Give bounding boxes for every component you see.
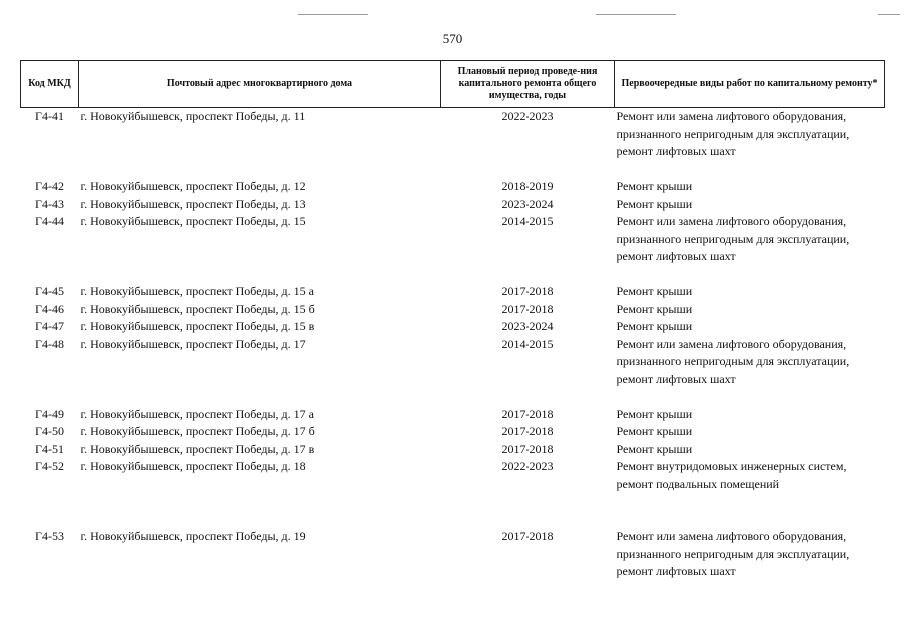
address-cell: г. Новокуйбышевск, проспект Победы, д. 12 xyxy=(80,179,306,193)
scan-artifact xyxy=(878,14,900,15)
scan-artifact xyxy=(298,14,368,15)
table-row xyxy=(21,423,885,441)
work-line: признанного непригодным для эксплуатации, xyxy=(616,126,850,141)
works-cell xyxy=(615,406,885,424)
table-row xyxy=(21,301,885,319)
works-cell xyxy=(615,178,885,196)
address-cell: г. Новокуйбышевск, проспект Победы, д. 15 xyxy=(80,214,306,228)
table-row xyxy=(21,528,885,598)
address-cell: г. Новокуйбышевск, проспект Победы, д. 17 в xyxy=(80,441,315,456)
work-line: ремонт лифтовых шахт xyxy=(616,249,736,263)
address-cell: г. Новокуйбышевск, проспект Победы, д. 11 xyxy=(80,109,306,123)
table-row xyxy=(21,441,885,459)
address-cell: г. Новокуйбышевск, проспект Победы, д. 13 xyxy=(80,196,306,211)
mkd-code-cell: Г4-48 xyxy=(35,336,64,351)
address-cell: г. Новокуйбышевск, проспект Победы, д. 15 в xyxy=(80,319,315,333)
table-row xyxy=(21,283,885,301)
period-cell: 2014-2015 xyxy=(501,336,554,351)
works-cell xyxy=(615,441,885,459)
work-line: Ремонт крыши xyxy=(616,284,693,298)
header-code: Код МКД xyxy=(21,61,79,108)
address-cell: г. Новокуйбышевск, проспект Победы, д. 15 а xyxy=(80,284,314,298)
table-row xyxy=(21,406,885,424)
period-cell: 2022-2023 xyxy=(501,459,554,473)
table-body xyxy=(21,108,885,599)
work-line: ремонт лифтовых шахт xyxy=(616,144,736,158)
scan-artifact xyxy=(596,14,676,15)
mkd-code-cell: Г4-41 xyxy=(35,109,64,123)
works-cell xyxy=(615,423,885,441)
works-cell xyxy=(615,318,885,336)
work-line: Ремонт или замена лифтового оборудования, xyxy=(616,529,847,543)
mkd-code-cell: Г4-44 xyxy=(35,214,64,228)
works-cell xyxy=(615,336,885,406)
works-cell xyxy=(615,213,885,283)
work-line: Ремонт крыши xyxy=(616,179,693,193)
mkd-code-cell: Г4-51 xyxy=(35,441,64,456)
period-cell: 2023-2024 xyxy=(501,196,554,211)
table-row xyxy=(21,178,885,196)
work-line: Ремонт или замена лифтового оборудования, xyxy=(616,214,847,228)
works-cell xyxy=(615,458,885,528)
works-cell xyxy=(615,196,885,214)
table-row xyxy=(21,458,885,528)
period-cell: 2017-2018 xyxy=(501,406,554,421)
address-cell: г. Новокуйбышевск, проспект Победы, д. 17 а xyxy=(80,406,314,421)
works-cell xyxy=(615,108,885,179)
work-line: ремонт подвальных помещений xyxy=(616,476,780,491)
address-cell: г. Новокуйбышевск, проспект Победы, д. 17 б xyxy=(80,424,315,438)
period-cell: 2022-2023 xyxy=(501,109,554,123)
period-cell: 2017-2018 xyxy=(501,529,554,543)
period-cell: 2014-2015 xyxy=(501,214,554,228)
address-cell: г. Новокуйбышевск, проспект Победы, д. 15 б xyxy=(80,301,315,316)
address-cell: г. Новокуйбышевск, проспект Победы, д. 19 xyxy=(80,529,306,543)
address-cell: г. Новокуйбышевск, проспект Победы, д. 17 xyxy=(80,336,306,351)
period-cell: 2017-2018 xyxy=(501,424,554,438)
header-works: Первоочередные виды работ по капитальному ремонту* xyxy=(615,61,885,108)
period-cell: 2017-2018 xyxy=(501,284,554,298)
mkd-code-cell: Г4-53 xyxy=(35,529,64,543)
table-header-row xyxy=(21,61,885,108)
table-row xyxy=(21,213,885,283)
period-cell: 2017-2018 xyxy=(501,301,554,316)
address-cell: г. Новокуйбышевск, проспект Победы, д. 18 xyxy=(80,459,306,473)
work-line: Ремонт внутридомовых инженерных систем, xyxy=(616,459,847,473)
period-cell: 2017-2018 xyxy=(501,441,554,456)
work-line: признанного непригодным для эксплуатации, xyxy=(616,354,850,368)
work-line: Ремонт крыши xyxy=(616,441,693,456)
work-line: Ремонт крыши xyxy=(616,301,693,316)
work-line: ремонт лифтовых шахт xyxy=(616,371,736,386)
capital-repair-table xyxy=(20,60,885,598)
table-row xyxy=(21,336,885,406)
mkd-code-cell: Г4-45 xyxy=(35,284,64,298)
work-line: Ремонт крыши xyxy=(616,319,693,333)
mkd-code-cell: Г4-42 xyxy=(35,179,64,193)
work-line: Ремонт или замена лифтового оборудования, xyxy=(616,336,847,351)
work-line: Ремонт крыши xyxy=(616,196,693,211)
header-address: Почтовый адрес многоквартирного дома xyxy=(79,61,441,108)
mkd-code-cell: Г4-52 xyxy=(35,459,64,473)
header-period: Плановый период проведе-ния капитального ремонта общего имущества, годы xyxy=(441,61,615,108)
page-number: 570 xyxy=(442,31,463,46)
table-row xyxy=(21,108,885,179)
period-cell: 2018-2019 xyxy=(501,179,554,193)
table-row xyxy=(21,196,885,214)
mkd-code-cell: Г4-43 xyxy=(35,196,64,211)
mkd-code-cell: Г4-46 xyxy=(35,301,64,316)
works-cell xyxy=(615,528,885,598)
mkd-code-cell: Г4-49 xyxy=(35,406,64,421)
table-row xyxy=(21,318,885,336)
mkd-code-cell: Г4-47 xyxy=(35,319,64,333)
work-line: Ремонт крыши xyxy=(616,406,693,421)
work-line: признанного непригодным для эксплуатации, xyxy=(616,546,850,561)
works-cell xyxy=(615,301,885,319)
period-cell: 2023-2024 xyxy=(501,319,554,333)
works-cell xyxy=(615,283,885,301)
work-line: Ремонт или замена лифтового оборудования, xyxy=(616,109,847,123)
work-line: признанного непригодным для эксплуатации, xyxy=(616,231,850,246)
work-line: ремонт лифтовых шахт xyxy=(616,564,736,578)
mkd-code-cell: Г4-50 xyxy=(35,424,64,438)
work-line: Ремонт крыши xyxy=(616,424,693,438)
